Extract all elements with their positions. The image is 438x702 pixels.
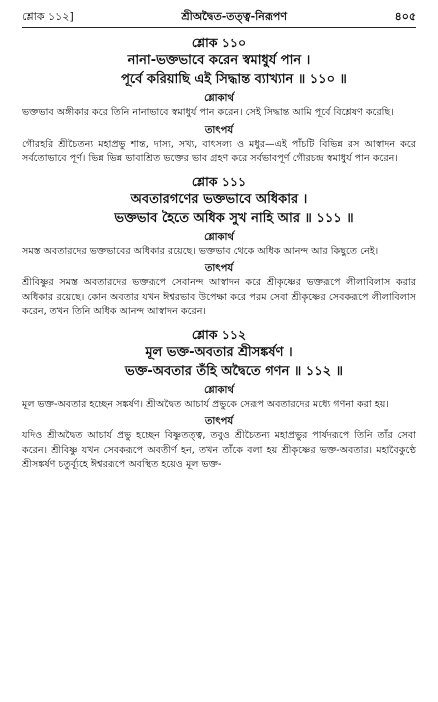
header-chapter-title: শ্রীঅদ্বৈত-তত্ত্ব-নিরূপণ: [181, 10, 287, 23]
translation-text: সমস্ত অবতারদের ভক্তভাবের অধিকার রয়েছে। ভক্তভাব থেকে অধিক আনন্দ আর কিছুতে নেই।: [22, 245, 379, 257]
verse-line-2: পূর্বে করিয়াছি এই সিদ্ধান্ত ব্যাখ্যান ॥ ১১০ ॥: [121, 72, 347, 87]
sloka-heading: শ্লোক ১১১: [191, 173, 247, 189]
verse-line-1: অবতারগণের ভক্তভাবে অধিকার ।: [130, 191, 308, 207]
translation-text: মূল ভক্ত-অবতার হচ্ছেন সঙ্কর্ষণ। শ্রীঅদ্বৈত আচার্য প্রভুকে সেরূপ অবতারদের মধ্যে গণনা করা হয়।: [22, 398, 389, 410]
verse-line-1: নানা-ভক্তভাবে করেন স্বমাধুর্য পান ।: [127, 53, 311, 68]
sloka-heading: শ্লোক ১১২: [191, 326, 247, 342]
header-verse-ref: শ্লোক ১১২]: [22, 10, 74, 23]
purport-label: তাৎপর্য: [204, 263, 234, 274]
verse-line-1: মূল ভক্ত-অবতার শ্রীসঙ্কর্ষণ ।: [145, 344, 293, 360]
sloka-section-111: [22, 173, 416, 320]
translation-label: শ্লোকার্থ: [204, 384, 234, 396]
translation-label: শ্লোকার্থ: [204, 231, 234, 243]
sloka-heading: শ্লোক ১১০: [191, 35, 247, 50]
translation-text: ভক্তভাব অঙ্গীকার করে তিনি নানাভাবে স্বমাধুর্য পান করেন। সেই সিদ্ধান্ত আমি পূর্বে বিশ্লেষণ করেছি।: [22, 107, 394, 118]
page-header: [22, 8, 416, 24]
verse-line-2: ভক্তভাব হৈতে অধিক সুখ নাহি আর ॥ ১১১ ॥: [114, 210, 354, 226]
page-number: ৪০৫: [394, 10, 416, 23]
purport-text: শ্রীবিষ্ণুর সমস্ত অবতারদের ভক্তরূপে সেবানন্দ আস্বাদন করে শ্রীকৃষ্ণের ভক্তরূপে লীলাবিলাস করার অধিকার রয়েছে। কোন অবতার যখন ঈশ্বরভাব উপেক্ষা করে পরম সেবা শ্রীকৃষ্ণের সেবকরূপে লীলাবিলাস করেন, তখন তিনি অধিক আনন্দ আস্বাদন করেন।: [22, 277, 416, 317]
header-divider: [22, 27, 416, 28]
purport-text: গৌরহরি শ্রীচৈতন্য মহাপ্রভু শান্ত, দাস্য, সখ্য, বাৎসল্য ও মধুর—এই পাঁচটি বিভিন্ন রস আস্বাদন করে সর্বতোভাবে পূর্ণ। ভিন্ন ভিন্ন ভাবাশ্রিত ভক্তের ভাব গ্রহণ করে সর্বভাবপূর্ণ গৌরচন্দ্র স্বমাধুর্য পান করেন।: [22, 138, 416, 164]
verse-line-2: ভক্ত-অবতার তঁহি অদ্বৈতে গণন ॥ ১১২ ॥: [125, 363, 343, 379]
purport-label: তাৎপর্য: [204, 416, 234, 427]
sloka-section-112: [22, 326, 416, 473]
purport-label: তাৎপর্য: [204, 124, 234, 136]
sloka-section-110: [22, 34, 416, 167]
translation-label: শ্লোকার্থ: [204, 93, 234, 104]
purport-text: যদিও শ্রীঅদ্বৈত আচার্য প্রভু হচ্ছেন বিষ্ণুতত্ত্ব, তবুও শ্রীচৈতন্য মহাপ্রভুর পার্ষদরূপে তিনি তাঁর সেবা করেন। শ্রীবিষ্ণু যখন সেবকরূপে অবতীর্ণ হন, তখন তাঁকে বলা হয় শ্রীকৃষ্ণের ভক্ত-অবতার। মহাবৈকুণ্ঠে শ্রীসঙ্কর্ষণ চতুর্ব্যূহে ঈশ্বররূপে অবস্থিত হয়েও মূল ভক্ত-: [22, 430, 416, 470]
